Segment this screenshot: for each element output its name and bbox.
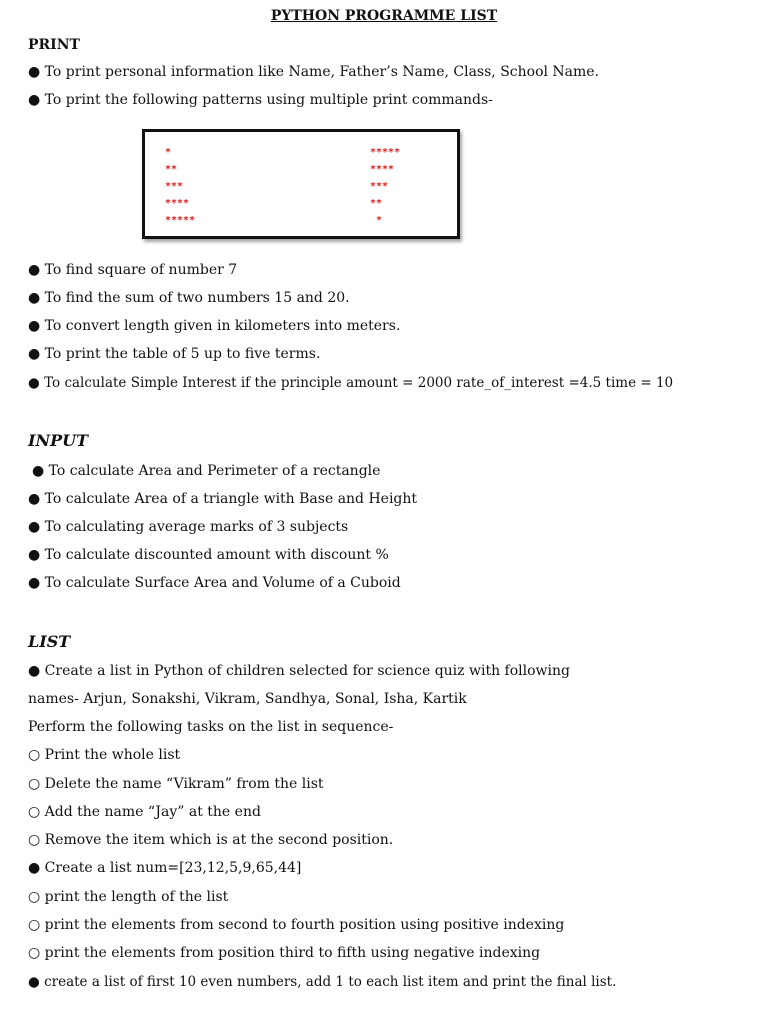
pattern-right-row: ** [370,198,383,209]
pattern-left-row: *** [165,181,184,192]
list-item: ● create a list of first 10 even numbers, add 1 to each list item and print the final list. [28,974,617,990]
section-heading-list: LIST [28,632,71,651]
list-item: ○ Add the name “Jay” at the end [28,804,261,820]
pattern-right-row: * [370,215,383,226]
list-item: ● To calculate discounted amount with discount % [28,547,389,563]
section-heading-print: PRINT [28,37,80,53]
list-item: ● To calculate Area of a triangle with Base and Height [28,491,418,507]
list-item: ● To calculate Area and Perimeter of a rectangle [32,463,381,479]
list-item: ○ Delete the name “Vikram” from the list [28,776,324,792]
pattern-right-row: *** [370,181,389,192]
list-item: ○ Print the whole list [28,747,181,763]
list-item: ● To convert length given in kilometers into meters. [28,318,401,334]
list-item: ● Create a list num=[23,12,5,9,65,44] [28,860,302,876]
list-item: ● To print the table of 5 up to five terms. [28,346,321,362]
list-item: names- Arjun, Sonakshi, Vikram, Sandhya, Sonal, Isha, Kartik [28,691,467,707]
list-item: ○ print the elements from second to fourth position using positive indexing [28,917,565,933]
list-item: ● To calculate Simple Interest if the principle amount = 2000 rate_of_interest =4.5 time = 10 [28,375,674,391]
list-item: ● To print the following patterns using multiple print commands- [28,92,493,108]
page-title: PYTHON PROGRAMME LIST [270,8,498,24]
pattern-right-row: ***** [370,147,401,158]
list-item: ● To calculating average marks of 3 subjects [28,519,349,535]
pattern-left-row: * [165,147,172,158]
list-item: ● Create a list in Python of children selected for science quiz with following [28,663,570,679]
list-item: ○ print the elements from position third to fifth using negative indexing [28,945,541,961]
list-item: ● To find square of number 7 [28,262,238,278]
list-item: ○ print the length of the list [28,889,229,905]
list-item: ● To calculate Surface Area and Volume of a Cuboid [28,575,401,591]
pattern-left-row: ***** [165,215,196,226]
list-item: ● To find the sum of two numbers 15 and 20. [28,290,350,306]
pattern-figure [142,129,460,239]
list-item: ● To print personal information like Name, Father’s Name, Class, School Name. [28,64,600,80]
list-item: ○ Remove the item which is at the second position. [28,832,394,848]
section-heading-input: INPUT [28,431,88,450]
pattern-left-row: ** [165,164,178,175]
list-item: Perform the following tasks on the list in sequence- [28,719,394,735]
pattern-right-row: **** [370,164,395,175]
pattern-left-row: **** [165,198,190,209]
